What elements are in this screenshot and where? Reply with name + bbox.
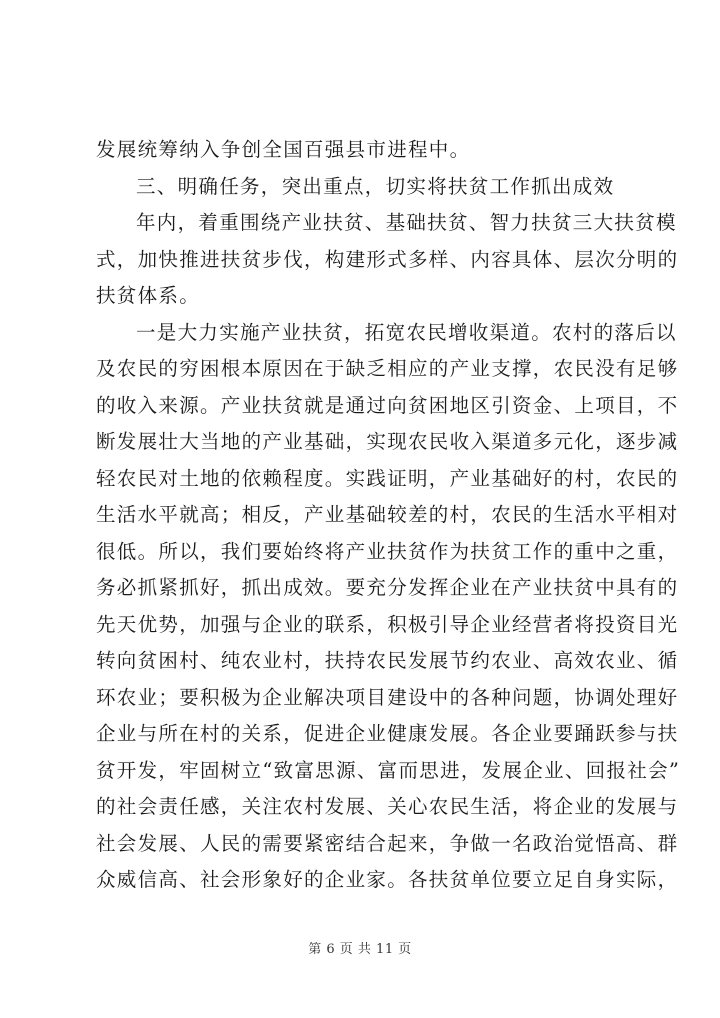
- text-line: 一是大力实施产业扶贫，拓宽农民增收渠道。农村的落后以: [136, 320, 677, 344]
- text-line: 很低。所以，我们要始终将产业扶贫作为扶贫工作的重中之重，: [96, 539, 679, 563]
- text-line: 环农业；要积极为企业解决项目建设中的各种问题，协调处理好: [96, 685, 679, 709]
- text-line: 的社会责任感，关注农村发展、关心农民生活，将企业的发展与: [96, 795, 679, 818]
- text-line: 社会发展、人民的需要紧密结合起来，争做一名政治觉悟高、群: [96, 831, 679, 855]
- text-line: 及农民的穷困根本原因在于缺乏相应的产业支撑，农民没有足够: [96, 357, 679, 380]
- text-line: 众威信高、社会形象好的企业家。各扶贫单位要立足自身实际，: [96, 868, 679, 891]
- text-line: 企业与所在村的关系，促进企业健康发展。各企业要踊跃参与扶: [96, 722, 679, 745]
- document-body: [96, 132, 681, 899]
- text-line: 贫开发，牢固树立“致富思源、富而思进，发展企业、回报社会”: [96, 758, 681, 782]
- text-line: 的收入来源。产业扶贫就是通过向贫困地区引资金、上项目，不: [96, 393, 679, 417]
- text-line: 转向贫困村、纯农业村，扶持农民发展节约农业、高效农业、循: [96, 649, 679, 672]
- text-line: 扶贫体系。: [96, 284, 201, 307]
- text-line: 式，加快推进扶贫步伐，构建形式多样、内容具体、层次分明的: [96, 247, 679, 271]
- section-heading: 三、明确任务，突出重点，切实将扶贫工作抓出成效: [136, 174, 615, 198]
- text-line: 断发展壮大当地的产业基础，实现农民收入渠道多元化，逐步减: [96, 430, 679, 453]
- page-number-footer: 第 6 页 共 11 页: [308, 942, 412, 957]
- text-line: 年内，着重围绕产业扶贫、基础扶贫、智力扶贫三大扶贫模: [136, 211, 677, 234]
- text-line: 发展统筹纳入争创全国百强县市进程中。: [96, 138, 471, 161]
- text-line: 务必抓紧抓好，抓出成效。要充分发挥企业在产业扶贫中具有的: [96, 576, 679, 599]
- text-line: 轻农民对土地的依赖程度。实践证明，产业基础好的村，农民的: [96, 466, 679, 490]
- text-line: 生活水平就高；相反，产业基础较差的村，农民的生活水平相对: [96, 503, 679, 526]
- text-line: 先天优势，加强与企业的联系，积极引导企业经营者将投资目光: [96, 612, 679, 636]
